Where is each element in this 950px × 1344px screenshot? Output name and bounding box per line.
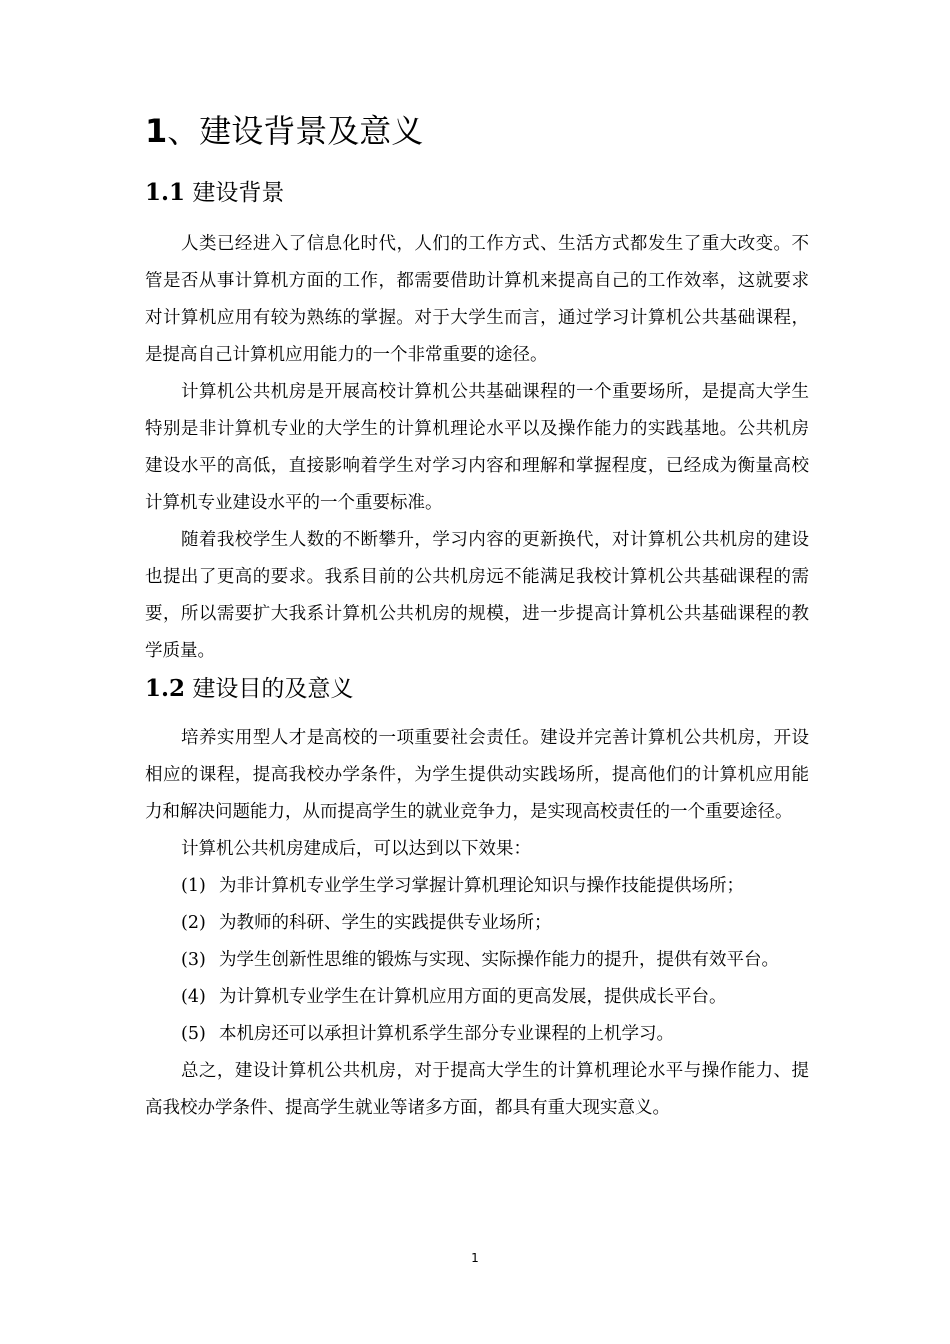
list-marker: (3) (181, 950, 206, 970)
page-number: 1 (471, 1251, 479, 1265)
paragraph: 计算机公共机房建成后，可以达到以下效果： (181, 839, 531, 859)
effects-list (145, 868, 809, 1053)
section-number: 1.2 (145, 675, 186, 702)
list-item (145, 979, 809, 1016)
section-heading-background (145, 174, 809, 212)
list-item-text: 为计算机专业学生在计算机应用方面的更高发展，提供成长平台。 (219, 987, 727, 1007)
list-item-text: 为教师的科研、学生的实践提供专业场所； (219, 913, 552, 933)
paragraph: 培养实用型人才是高校的一项重要社会责任。建设并完善计算机公共机房，开设相应的课程，提高我校办学条件，为学生提供动实践场所，提高他们的计算机应用能力和解决问题能力，从而提高学生的就业竞争力，是实现高校责任的一个重要途径。 (145, 728, 809, 822)
list-item-text: 本机房还可以承担计算机系学生部分专业课程的上机学习。 (219, 1024, 674, 1044)
list-item-text: 为非计算机专业学生学习掌握计算机理论知识与操作技能提供场所； (219, 876, 744, 896)
section-title: 建设目的及意义 (185, 676, 354, 702)
section-heading-purpose (145, 670, 809, 708)
page-content (145, 108, 809, 1127)
list-item (145, 942, 809, 979)
paragraph: 人类已经进入了信息化时代，人们的工作方式、生活方式都发生了重大改变。不管是否从事计算机方面的工作，都需要借助计算机来提高自己的工作效率，这就要求对计算机应用有较为熟练的掌握。对于大学生而言，通过学习计算机公共基础课程，是提高自己计算机应用能力的一个非常重要的途径。 (145, 234, 809, 365)
chapter-title: 、建设背景及意义 (167, 112, 424, 150)
list-marker: (4) (181, 987, 206, 1007)
paragraph: 计算机公共机房是开展高校计算机公共基础课程的一个重要场所，是提高大学生特别是非计算机专业的大学生的计算机理论水平以及操作能力的实践基地。公共机房建设水平的高低，直接影响着学生对学习内容和理解和掌握程度，已经成为衡量高校计算机专业建设水平的一个重要标准。 (145, 382, 809, 513)
section-body-purpose (145, 720, 809, 1127)
list-marker: (1) (181, 876, 206, 896)
list-item (145, 868, 809, 905)
section-title: 建设背景 (185, 180, 285, 206)
list-marker: (5) (181, 1024, 206, 1044)
paragraph: 随着我校学生人数的不断攀升，学习内容的更新换代，对计算机公共机房的建设也提出了更高的要求。我系目前的公共机房远不能满足我校计算机公共基础课程的需要，所以需要扩大我系计算机公共机房的规模，进一步提高计算机公共基础课程的教学质量。 (145, 530, 809, 661)
list-item (145, 905, 809, 942)
list-item (145, 1016, 809, 1053)
list-item-text: 为学生创新性思维的锻炼与实现、实际操作能力的提升，提供有效平台。 (219, 950, 779, 970)
chapter-number: 1 (145, 112, 168, 150)
section-number: 1.1 (145, 179, 186, 206)
list-marker: (2) (181, 913, 206, 933)
section-body-background (145, 226, 809, 670)
paragraph: 总之，建设计算机公共机房，对于提高大学生的计算机理论水平与操作能力、提高我校办学条件、提高学生就业等诸多方面，都具有重大现实意义。 (145, 1061, 809, 1118)
chapter-heading (145, 108, 809, 154)
